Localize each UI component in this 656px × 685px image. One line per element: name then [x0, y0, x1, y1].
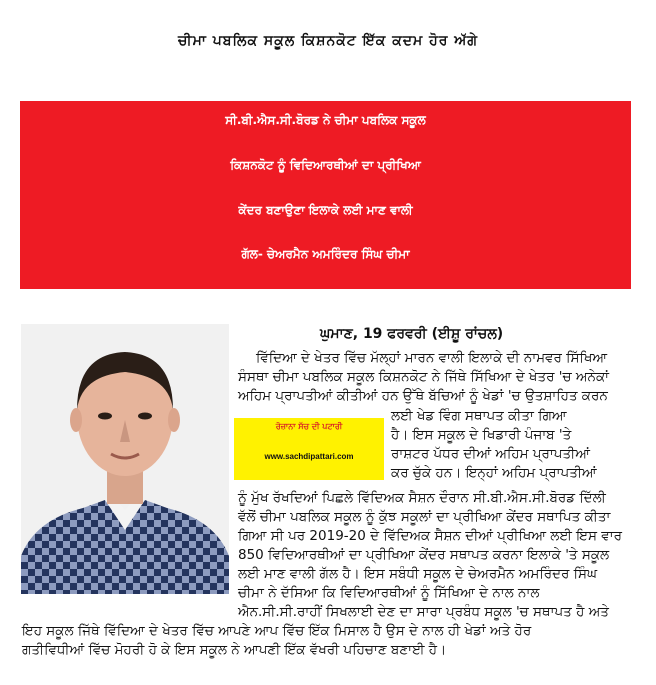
- headline-line: ਕਿਸ਼ਨਕੋਟ ਨੂੰ ਵਿਦਿਆਰਥੀਆਂ ਦਾ ਪ੍ਰੀਖਿਆ: [230, 158, 421, 172]
- masthead-title: ਚੀਮਾ ਪਬਲਿਕ ਸਕੂਲ ਕਿਸ਼ਨਕੋਟ ਇੱਕ ਕਦਮ ਹੋਰ ਅੱਗੇ: [177, 33, 479, 49]
- article-line: ਵਿੱਦਿਆ ਦੇ ਖੇਤਰ ਵਿੱਚ ਮੱਲ੍ਹਾਂ ਮਾਰਨ ਵਾਲੀ ਇਲਾਕੇ ਦੀ ਨਾਮਵਰ ਸਿੱਖਿਆ: [256, 350, 608, 366]
- newspaper-brand-title: ਰੋਜ਼ਾਨਾ ਸੱਚ ਦੀ ਪਟਾਰੀ: [275, 422, 343, 431]
- headline-box: [20, 101, 631, 289]
- article-line: 850 ਵਿਦਿਆਰਥੀਆਂ ਦਾ ਪ੍ਰੀਖਿਆ ਕੇਂਦਰ ਸਥਾਪਤ ਕਰਨਾ ਇਲਾਕੇ 'ਤੇ ਸਕੂਲ: [238, 547, 610, 563]
- newspaper-brand-box: [234, 418, 384, 480]
- chairman-photo: [21, 324, 229, 594]
- headline-line: ਗੱਲ- ਚੇਅਰਮੈਨ ਅਮਰਿੰਦਰ ਸਿੰਘ ਚੀਮਾ: [241, 247, 410, 261]
- article-line: ਸੰਸਥਾ ਚੀਮਾ ਪਬਲਿਕ ਸਕੂਲ ਕਿਸ਼ਨਕੋਟ ਨੇ ਜਿੱਥੇ ਸਿੱਖਿਆ ਦੇ ਖੇਤਰ 'ਚ ਅਨੇਕਾਂ: [238, 369, 609, 385]
- newspaper-brand-url: www.sachdipattari.com: [264, 452, 354, 461]
- article-line: ਨੂੰ ਮੁੱਖ ਰੱਖਦਿਆਂ ਪਿਛਲੇ ਵਿੱਦਿਅਕ ਸੈਸ਼ਨ ਦੌਰਾਨ ਸੀ.ਬੀ.ਐਸ.ਸੀ.ਬੋਰਡ ਦਿੱਲੀ: [238, 490, 606, 506]
- article-line: ਚੀਮਾ ਨੇ ਦੱਸਿਆ ਕਿ ਵਿਦਿਆਰਥੀਆਂ ਨੂੰ ਸਿੱਖਿਆ ਦੇ ਨਾਲ ਨਾਲ: [238, 585, 540, 601]
- article-line: ਹੈ। ਇਸ ਸਕੂਲ ਦੇ ਖਿਡਾਰੀ ਪੰਜਾਬ 'ਤੇ: [391, 427, 572, 443]
- article-line: ਲਈ ਮਾਣ ਵਾਲੀ ਗੱਲ ਹੈ। ਇਸ ਸਬੰਧੀ ਸਕੂਲ ਦੇ ਚੇਅਰਮੈਨ ਅਮਰਿੰਦਰ ਸਿੰਘ: [238, 566, 598, 582]
- headline-line: ਸੀ.ਬੀ.ਐਸ.ਸੀ.ਬੋਰਡ ਨੇ ਚੀਮਾ ਪਬਲਿਕ ਸਕੂਲ: [225, 113, 426, 127]
- article-dateline: ਘੁਮਾਣ, 19 ਫਰਵਰੀ (ਈਸ਼ੂ ਰਾਂਚਲ): [320, 326, 504, 342]
- article-line: ਐਨ.ਸੀ.ਸੀ.ਰਾਹੀਂ ਸਿਖਲਾਈ ਦੇਣ ਦਾ ਸਾਰਾ ਪ੍ਰਬੰਧ ਸਕੂਲ 'ਚ ਸਥਾਪਤ ਹੈ ਅਤੇ: [238, 604, 609, 620]
- article-line: ਗਤੀਵਿਧੀਆਂ ਵਿੱਚ ਮੋਹਰੀ ਹੋ ਕੇ ਇਸ ਸਕੂਲ ਨੇ ਆਪਣੀ ਇੱਕ ਵੱਖਰੀ ਪਹਿਚਾਣ ਬਣਾਈ ਹੈ।: [22, 642, 447, 658]
- article-line: ਰਾਸ਼ਟਰ ਪੱਧਰ ਦੀਆਂ ਅਹਿਮ ਪ੍ਰਾਪਤੀਆਂ: [391, 446, 590, 462]
- article-line: ਵੱਲੋਂ ਚੀਮਾ ਪਬਲਿਕ ਸਕੂਲ ਨੂੰ ਕੁੱਝ ਸਕੂਲਾਂ ਦਾ ਪ੍ਰੀਖਿਆ ਕੇਂਦਰ ਸਥਾਪਿਤ ਕੀਤਾ: [238, 509, 611, 525]
- article-line: ਅਹਿਮ ਪ੍ਰਾਪਤੀਆਂ ਕੀਤੀਆਂ ਹਨ ਉੱਥੇ ਬੱਚਿਆਂ ਨੂੰ ਖੇਡਾਂ 'ਚ ਉਤਸ਼ਾਹਿਤ ਕਰਨ: [238, 388, 608, 404]
- article-line: ਇਹ ਸਕੂਲ ਜਿੱਥੇ ਵਿੱਦਿਆ ਦੇ ਖੇਤਰ ਵਿੱਚ ਆਪਣੇ ਆਪ ਵਿੱਚ ਇੱਕ ਮਿਸਾਲ ਹੈ ਉਸ ਦੇ ਨਾਲ ਹੀ ਖੇਡਾਂ ਅਤੇ ਹੋਰ: [22, 623, 532, 639]
- headline-line: ਕੇਂਦਰ ਬਣਾਉਣਾ ਇਲਾਕੇ ਲਈ ਮਾਣ ਵਾਲੀ: [238, 203, 413, 217]
- article-line: ਗਿਆ ਸੀ ਪਰ 2019-20 ਦੇ ਵਿੱਦਿਅਕ ਸੈਸ਼ਨ ਦੀਆਂ ਪ੍ਰੀਖਿਆ ਲਈ ਇਸ ਵਾਰ: [238, 528, 622, 544]
- person-portrait-icon: [21, 324, 229, 594]
- article-line: ਕਰ ਚੁੱਕੇ ਹਨ। ਇਨ੍ਹਾਂ ਅਹਿਮ ਪ੍ਰਾਪਤੀਆਂ: [391, 465, 597, 481]
- article-line: ਲਈ ਖੇਡ ਵਿੰਗ ਸਥਾਪਤ ਕੀਤਾ ਗਿਆ: [391, 408, 567, 424]
